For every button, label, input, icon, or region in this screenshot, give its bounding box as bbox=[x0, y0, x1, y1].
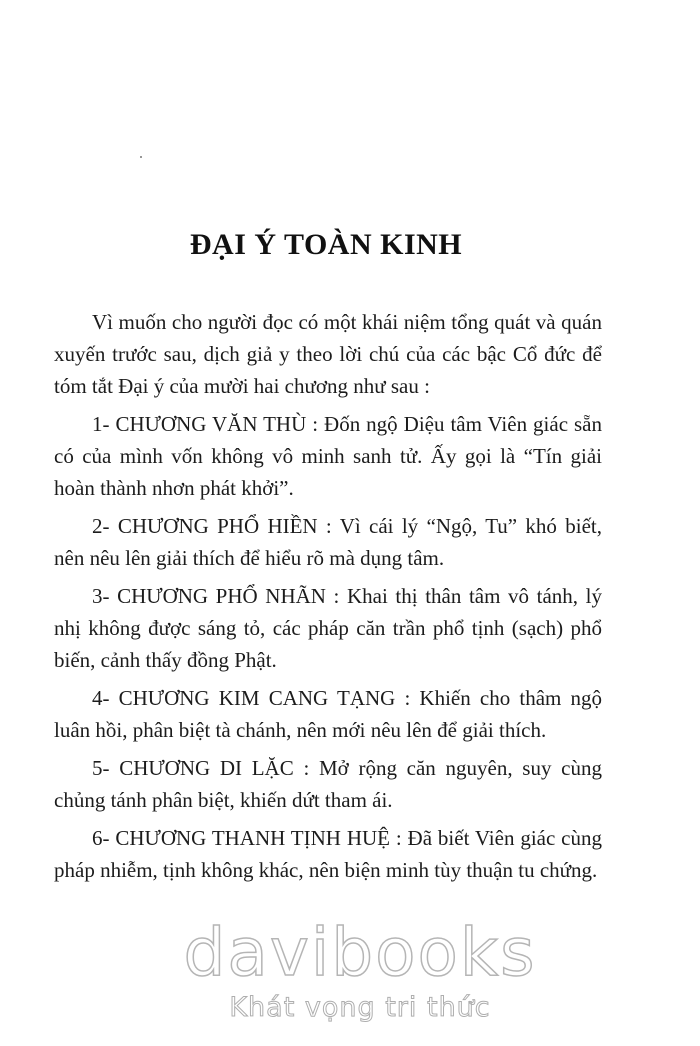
watermark-tagline: Khát vọng tri thức bbox=[229, 992, 491, 1023]
chapter-5-paragraph: 5- CHƯƠNG DI LẶC : Mở rộng căn nguyên, suy cùng chủng tánh phân biệt, khiến dứt tham ái. bbox=[54, 756, 602, 812]
body-text bbox=[54, 306, 602, 892]
watermark bbox=[150, 914, 570, 1023]
chapter-4-paragraph: 4- CHƯƠNG KIM CANG TẠNG : Khiến cho thâm ngộ luân hồi, phân biệt tà chánh, nên mới nêu lên để giải thích. bbox=[54, 686, 602, 742]
chapter-1-paragraph: 1- CHƯƠNG VĂN THÙ : Đốn ngộ Diệu tâm Viên giác sẵn có của mình vốn không vô minh sanh tử. Ấy gọi là “Tín giải hoàn thành nhơn phát khởi”. bbox=[54, 412, 602, 500]
page-title: ĐẠI Ý TOÀN KINH bbox=[189, 228, 463, 261]
chapter-3-paragraph: 3- CHƯƠNG PHỔ NHÃN : Khai thị thân tâm vô tánh, lý nhị không được sáng tỏ, các pháp căn trần phổ tịnh (sạch) phổ biến, cảnh thấy đồng Phật. bbox=[54, 584, 602, 672]
watermark-brand: davibooks bbox=[183, 914, 537, 991]
chapter-2-paragraph: 2- CHƯƠNG PHỔ HIỀN : Vì cái lý “Ngộ, Tu” khó biết, nên nêu lên giải thích để hiểu rõ mà dụng tâm. bbox=[54, 514, 602, 570]
page-speck bbox=[140, 156, 142, 158]
chapter-6-paragraph: 6- CHƯƠNG THANH TỊNH HUỆ : Đã biết Viên giác cùng pháp nhiễm, tịnh không khác, nên biện minh tùy thuận tu chứng. bbox=[54, 826, 602, 882]
intro-paragraph: Vì muốn cho người đọc có một khái niệm tổng quát và quán xuyến trước sau, dịch giả y theo lời chú của các bậc Cổ đức để tóm tắt Đại ý của mười hai chương như sau : bbox=[54, 310, 602, 398]
